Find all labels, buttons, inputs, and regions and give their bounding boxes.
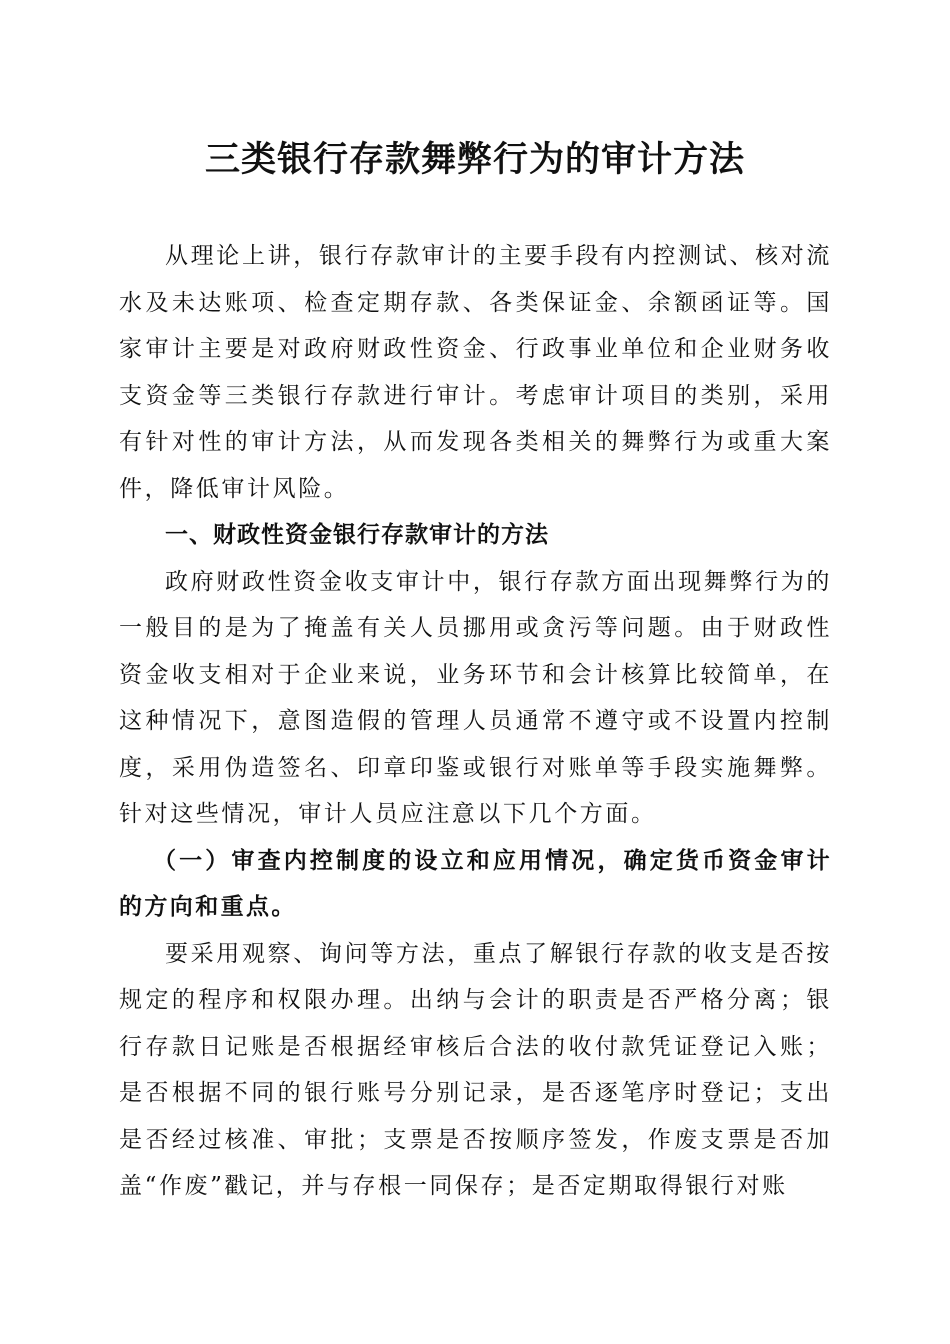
section-heading: 一、财政性资金银行存款审计的方法 <box>165 522 549 548</box>
subsection-heading: （一）审查内控制度的设立和应用情况，确定货币资金审计的方向和重点。 <box>119 846 832 920</box>
section-paragraph: 政府财政性资金收支审计中，银行存款方面出现舞弊行为的一般目的是为了掩盖有关人员挪用或贪污等问题。由于财政性资金收支相对于企业来说，业务环节和会计核算比较简单，在这种情况下，意图造假的管理人员通常不遵守或不设置内控制度，采用伪造签名、印章印鉴或银行对账单等手段实施舞弊。针对这些情况，审计人员应注意以下几个方面。 <box>119 568 832 827</box>
document-body <box>119 233 832 1210</box>
subsection-paragraph: 要采用观察、询问等方法，重点了解银行存款的收支是否按规定的程序和权限办理。出纳与会计的职责是否严格分离；银行存款日记账是否根据经审核后合法的收付款凭证登记入账；是否根据不同的银行账号分别记录，是否逐笔序时登记；支出是否经过核准、审批；支票是否按顺序签发，作废支票是否加盖“作废”戳记，并与存根一同保存；是否定期取得银行对账 <box>119 940 832 1199</box>
document-title: 三类银行存款舞弊行为的审计方法 <box>204 139 745 180</box>
intro-paragraph: 从理论上讲，银行存款审计的主要手段有内控测试、核对流水及未达账项、检查定期存款、各类保证金、余额函证等。国家审计主要是对政府财政性资金、行政事业单位和企业财务收支资金等三类银行存款进行审计。考虑审计项目的类别，采用有针对性的审计方法，从而发现各类相关的舞弊行为或重大案件，降低审计风险。 <box>119 243 832 502</box>
